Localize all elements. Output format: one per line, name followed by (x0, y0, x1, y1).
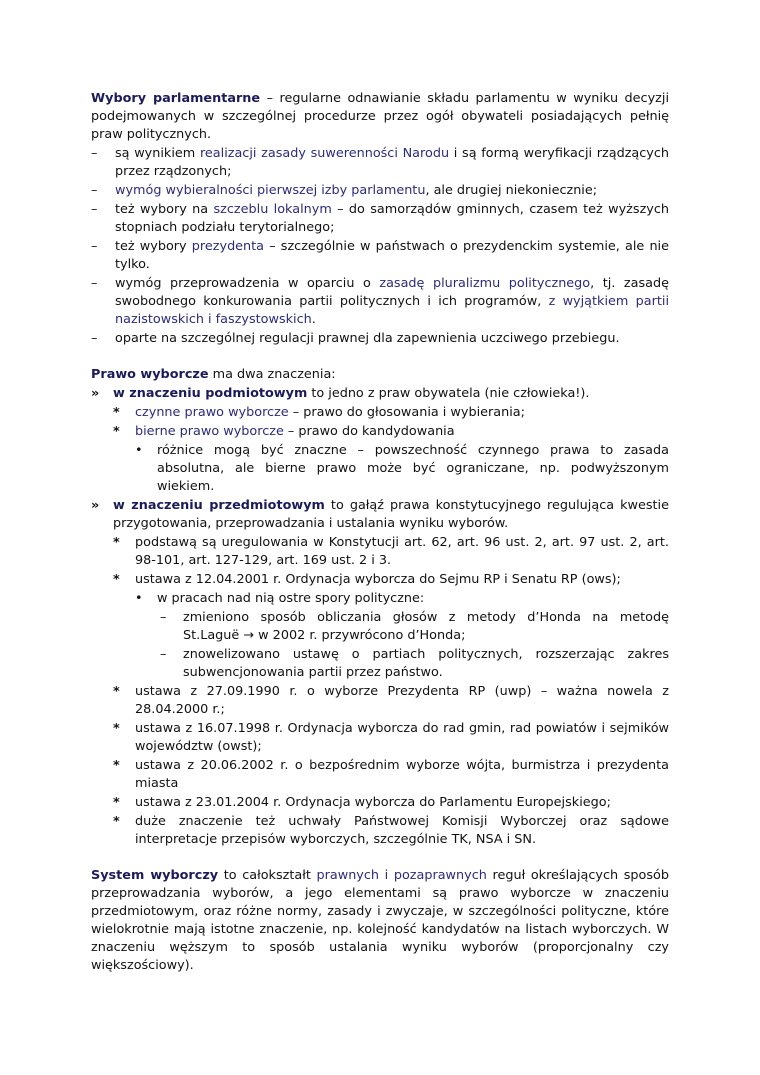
highlighted-phrase: czynne prawo wyborcze (135, 405, 289, 420)
text-run: znowelizowano ustawę o partiach politycznych, rozszerzając zakres subwencjonowania partii przez państwo. (183, 647, 669, 680)
list-marker: * (113, 721, 120, 736)
list-marker: – (91, 276, 98, 291)
highlighted-phrase: bierne prawo wyborcze (135, 424, 284, 439)
list-marker: – (91, 331, 98, 346)
list-item (91, 571, 669, 589)
text-run: oparte na szczególnej regulacji prawnej dla zapewnienia uczciwego przebiegu. (115, 331, 620, 346)
list-item (91, 683, 669, 719)
text-run: to całokształt (218, 868, 317, 883)
highlighted-phrase: realizacji zasady suwerenności Narodu (199, 146, 450, 161)
list-item (91, 201, 669, 237)
term-heading: w znaczeniu przedmiotowym (113, 498, 325, 513)
text-run: to gałąź prawa konstytucyjnego regulująca kwestie przygotowania, przeprowadzania i ustalania wyniku wyborów. (113, 498, 669, 531)
list-item (91, 646, 669, 682)
list-marker: * (113, 572, 120, 587)
text-run: podstawą są uregulowania w Konstytucji art. 62, art. 96 ust. 2, art. 97 ust. 2, art. 98-101, art. 127-129, art. 169 ust. 2 i 3. (135, 535, 669, 568)
list-item (91, 423, 669, 441)
list-marker: – (91, 202, 98, 217)
list-marker: • (135, 443, 143, 458)
term-heading: Prawo wyborcze (91, 367, 209, 382)
list-item (91, 590, 669, 608)
paragraph (91, 867, 669, 975)
highlighted-phrase: wymóg wybieralności pierwszej izby parlamentu (115, 183, 426, 198)
text-run: – do samorządów gminnych, czasem też wyższych stopniach podziału terytorialnego; (115, 202, 670, 235)
section-spacer (91, 348, 669, 365)
text-run: i są formą weryfikacji rządzących przez rządzonych; (115, 146, 670, 179)
text-run: , ale drugiej niekoniecznie; (425, 183, 598, 198)
list-marker: – (160, 610, 167, 625)
list-marker: * (113, 758, 120, 773)
list-marker: – (91, 146, 98, 161)
list-item (91, 757, 669, 793)
text-run: to jedno z praw obywatela (nie człowieka!). (307, 386, 590, 401)
text-run: – prawo do kandydowania (283, 424, 455, 439)
highlighted-phrase: zasadę pluralizmu politycznego (379, 276, 591, 291)
highlighted-phrase: z wyjątkiem partii nazistowskich i faszystowskich (115, 294, 669, 327)
text-run: ma dwa znaczenia: (208, 367, 336, 382)
section-spacer (91, 849, 669, 866)
list-item (91, 330, 669, 348)
list-marker: – (91, 183, 98, 198)
text-run: reguł określających sposób przeprowadzania wyborów, a jego elementami są prawo wyborcze w znaczeniu przedmiotowym, oraz różne normy, zasady i zwyczaje, w szczególności polityczne, które wielokrotnie mają istotne znaczenie, np. kolejność kandydatów na listach wyborczych. W znaczeniu węższym to sposób ustalania wyniku wyborów (proporcjonalny czy większościowy). (91, 868, 669, 973)
text-run: ustawa z 27.09.1990 r. o wyborze Prezydenta RP (uwp) – ważna nowela z 28.04.2000 r.; (135, 684, 669, 717)
list-item (91, 238, 669, 274)
list-marker: * (113, 424, 120, 439)
list-item (91, 813, 669, 849)
text-run: – regularne odnawianie składu parlamentu w wyniku decyzji podejmowanych w szczególnej procedurze przez ogół obywateli posiadających pełnię praw politycznych. (91, 91, 669, 142)
text-run: ustawa z 16.07.1998 r. Ordynacja wyborcza do rad gmin, rad powiatów i sejmików województw (owst); (135, 721, 669, 754)
list-marker: • (135, 591, 143, 606)
list-item (91, 145, 669, 181)
list-item (91, 497, 669, 533)
text-run: wymóg przeprowadzenia w oparciu o (115, 276, 380, 291)
text-run: ustawa z 23.01.2004 r. Ordynacja wyborcza do Parlamentu Europejskiego; (135, 795, 611, 810)
highlighted-phrase: prezydenta (191, 239, 265, 254)
text-run: , tj. zasadę swobodnego konkurowania partii politycznych i ich programów, (115, 276, 669, 309)
list-marker: * (113, 795, 120, 810)
text-run: też wybory na (115, 202, 214, 217)
list-item (91, 534, 669, 570)
list-marker: » (91, 498, 100, 513)
list-item (91, 275, 669, 329)
highlighted-phrase: prawnych i pozaprawnych (316, 868, 487, 883)
paragraph (91, 366, 669, 384)
highlighted-phrase: szczeblu lokalnym (213, 202, 332, 217)
text-run: duże znaczenie też uchwały Państwowej Komisji Wyborczej oraz sądowe interpretacje przepisów wyborczych, szczególnie TK, NSA i SN. (135, 814, 669, 847)
list-marker: * (113, 814, 120, 829)
list-item (91, 442, 669, 496)
text-run: w pracach nad nią ostre spory polityczne: (157, 591, 425, 606)
list-marker: » (91, 386, 100, 401)
document-page (91, 89, 669, 975)
list-item (91, 404, 669, 422)
text-run: . (311, 312, 316, 327)
list-marker: – (91, 239, 98, 254)
term-heading: System wyborczy (91, 868, 219, 883)
text-run: różnice mogą być znaczne – powszechność czynnego prawa to zasada absolutna, ale bierne prawo może być ograniczane, np. podwyższonym wiekiem. (157, 443, 669, 494)
term-heading: w znaczeniu podmiotowym (113, 386, 308, 401)
text-run: zmieniono sposób obliczania głosów z metody d’Honda na metodę St.Laguë → w 2002 r. przywrócono d’Honda; (183, 610, 669, 643)
text-run: też wybory (115, 239, 192, 254)
list-item (91, 720, 669, 756)
text-run: – szczególnie w państwach o prezydenckim systemie, ale nie tylko. (115, 239, 669, 272)
list-marker: * (113, 405, 120, 420)
text-run: są wynikiem (115, 146, 200, 161)
text-run: ustawa z 12.04.2001 r. Ordynacja wyborcza do Sejmu RP i Senatu RP (ows); (135, 572, 621, 587)
list-item (91, 182, 669, 200)
text-run: – prawo do głosowania i wybierania; (288, 405, 525, 420)
term-heading: Wybory parlamentarne (91, 91, 261, 106)
paragraph (91, 90, 669, 144)
text-run: ustawa z 20.06.2002 r. o bezpośrednim wyborze wójta, burmistrza i prezydenta miasta (135, 758, 669, 791)
list-item (91, 385, 669, 403)
list-item (91, 794, 669, 812)
list-item (91, 609, 669, 645)
list-marker: * (113, 684, 120, 699)
list-marker: – (160, 647, 167, 662)
list-marker: * (113, 535, 120, 550)
